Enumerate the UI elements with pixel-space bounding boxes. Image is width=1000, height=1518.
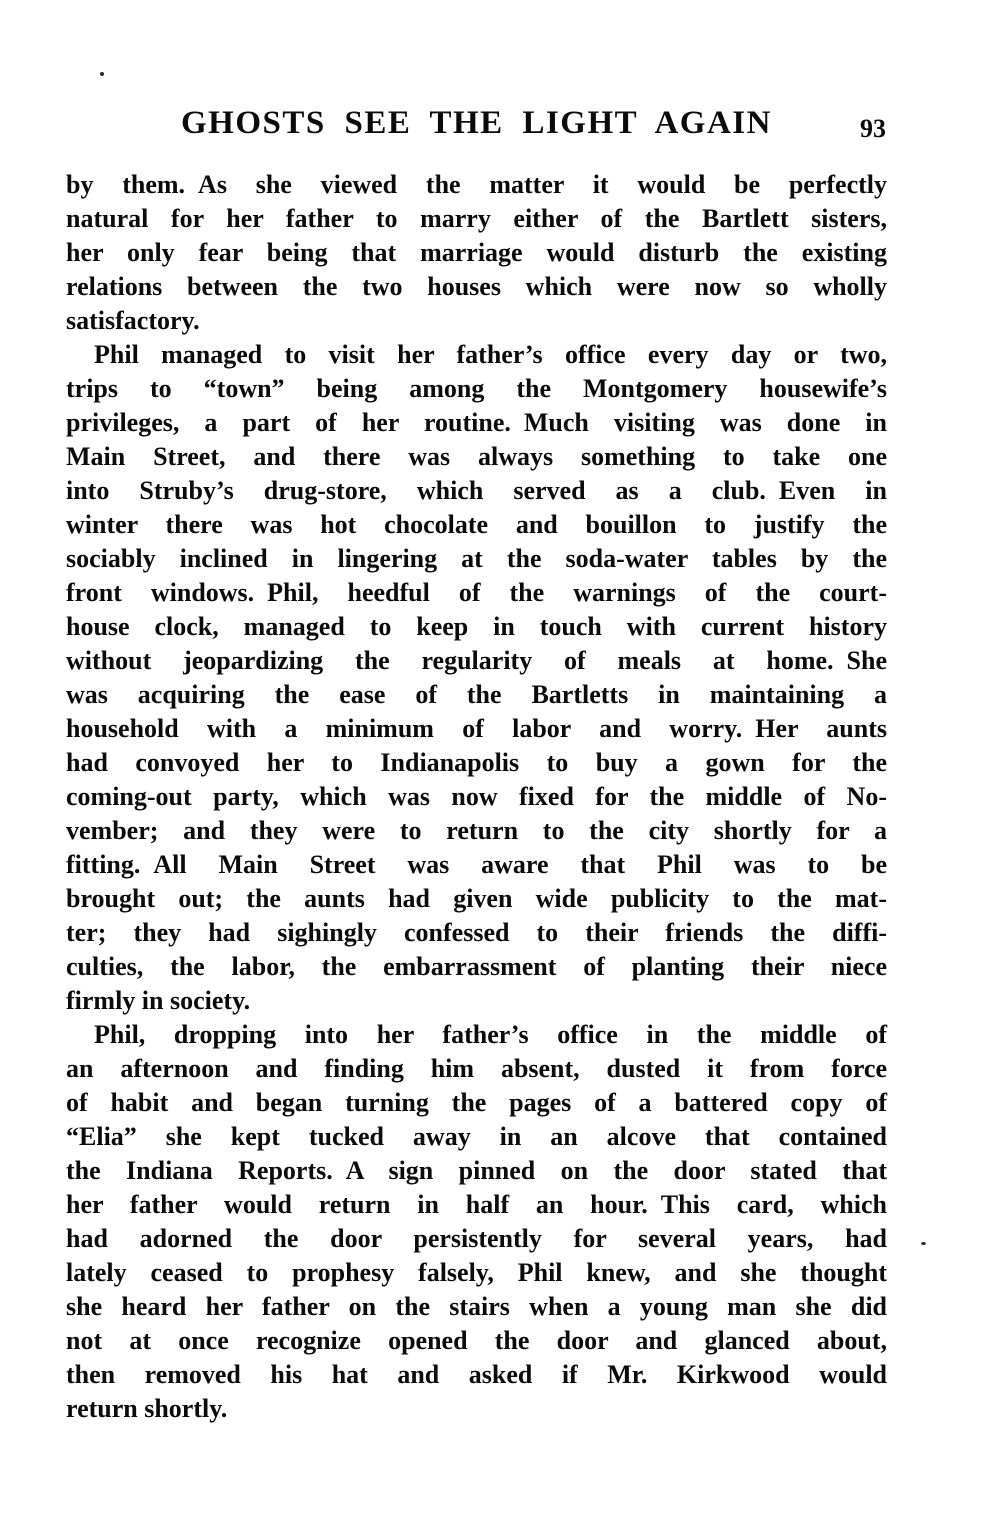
paragraph [66,1018,887,1426]
body-text [66,168,887,1426]
scan-artifact-dot [921,1242,926,1245]
text-line: culties, the labor, the embarrassment of planting their niece [66,952,887,981]
text-line: front windows. Phil, heedful of the warnings of the court- [66,578,887,607]
text-line: had adorned the door persistently for several years, had [66,1224,887,1253]
text-line: an afternoon and finding him absent, dusted it from force [66,1054,887,1083]
text-line: ter; they had sighingly confessed to their friends the diffi- [66,918,887,947]
text-line: she heard her father on the stairs when a young man she did [66,1292,887,1321]
text-line: Phil, dropping into her father’s office in the middle of [94,1020,887,1049]
text-line: sociably inclined in lingering at the soda-water tables by the [66,544,887,573]
text-line: household with a minimum of labor and worry. Her aunts [66,714,887,743]
text-line: without jeopardizing the regularity of meals at home. She [66,646,887,675]
page-number: 93 [860,114,886,143]
text-line: privileges, a part of her routine. Much visiting was done in [66,408,887,437]
text-line: firmly in society. [66,986,251,1015]
text-line: vember; and they were to return to the city shortly for a [66,816,887,845]
text-line: by them. As she viewed the matter it would be perfectly [66,170,887,199]
text-line: the Indiana Reports. A sign pinned on the door stated that [66,1156,887,1185]
paragraph [66,338,887,1018]
text-line: into Struby’s drug-store, which served as a club. Even in [66,476,887,505]
text-line: “Elia” she kept tucked away in an alcove that contained [66,1122,887,1151]
text-line: her only fear being that marriage would disturb the existing [66,238,887,267]
text-line: Main Street, and there was always something to take one [66,442,887,471]
text-line: natural for her father to marry either of the Bartlett sisters, [66,204,887,233]
text-line: then removed his hat and asked if Mr. Kirkwood would [66,1360,887,1389]
text-line: had convoyed her to Indianapolis to buy a gown for the [66,748,887,777]
text-line: her father would return in half an hour. This card, which [66,1190,887,1219]
text-line: not at once recognize opened the door and glanced about, [66,1326,887,1355]
chapter-title: GHOSTS SEE THE LIGHT AGAIN [181,105,772,141]
text-line: satisfactory. [66,306,200,335]
text-line: Phil managed to visit her father’s office every day or two, [94,340,887,369]
text-line: winter there was hot chocolate and bouillon to justify the [66,510,887,539]
running-header [66,102,887,144]
text-line: coming-out party, which was now fixed for the middle of No- [66,782,887,811]
paragraph [66,168,887,338]
scan-artifact-dot [100,72,104,76]
page-content [66,102,887,1426]
text-line: fitting. All Main Street was aware that Phil was to be [66,850,887,879]
text-line: return shortly. [66,1394,228,1423]
text-line: was acquiring the ease of the Bartletts in maintaining a [66,680,887,709]
text-line: lately ceased to prophesy falsely, Phil knew, and she thought [66,1258,887,1287]
text-line: house clock, managed to keep in touch with current history [66,612,887,641]
text-line: brought out; the aunts had given wide publicity to the mat- [66,884,887,913]
text-line: of habit and began turning the pages of a battered copy of [66,1088,887,1117]
text-line: relations between the two houses which were now so wholly [66,272,887,301]
text-line: trips to “town” being among the Montgomery housewife’s [66,374,887,403]
